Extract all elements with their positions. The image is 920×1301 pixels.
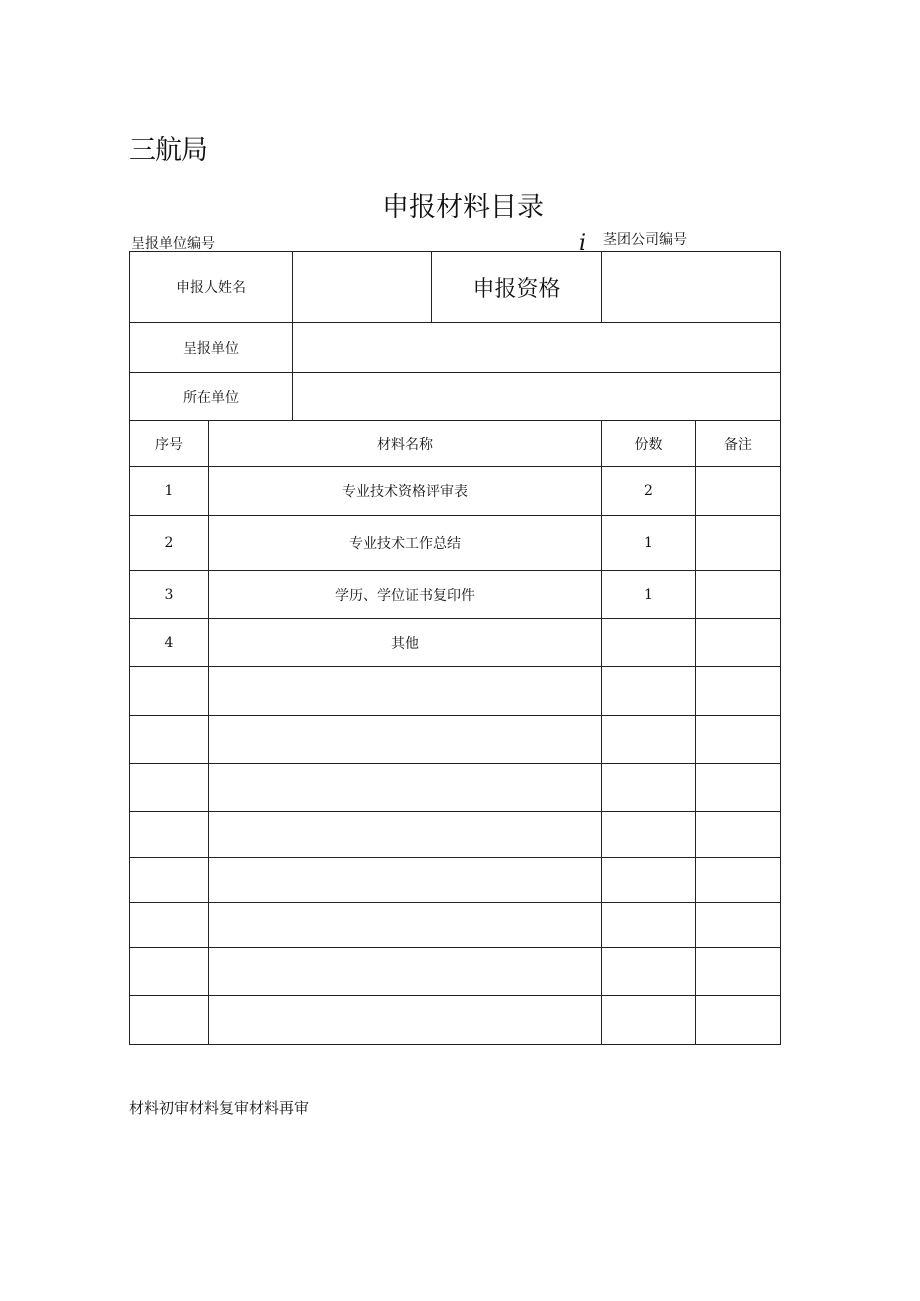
- table-row: [130, 948, 781, 996]
- submitting-unit-field[interactable]: [293, 323, 781, 373]
- row-copies[interactable]: [602, 716, 696, 764]
- row-index[interactable]: [130, 764, 209, 812]
- row-index[interactable]: [130, 812, 209, 858]
- row-remarks[interactable]: [696, 764, 781, 812]
- submitting-unit-code-label: 呈报单位编号: [131, 236, 215, 249]
- table-row: [130, 903, 781, 948]
- materials-table: [129, 420, 781, 1045]
- row-index[interactable]: [130, 948, 209, 996]
- document-title: 申报材料目录: [382, 192, 544, 223]
- row-index[interactable]: [130, 716, 209, 764]
- table-row: [130, 571, 781, 619]
- row-copies[interactable]: [602, 903, 696, 948]
- table-row: [130, 764, 781, 812]
- row-remarks[interactable]: [696, 619, 781, 667]
- row-copies: 1: [602, 516, 696, 571]
- row-remarks[interactable]: [696, 571, 781, 619]
- stray-mark: i: [579, 231, 587, 256]
- table-row: [130, 716, 781, 764]
- row-copies: 1: [602, 571, 696, 619]
- row-remarks[interactable]: [696, 812, 781, 858]
- applicant-name-label: 申报人姓名: [130, 252, 293, 323]
- row-copies[interactable]: [602, 996, 696, 1045]
- table-row: [130, 667, 781, 716]
- row-material-name: 其他: [209, 619, 602, 667]
- row-remarks[interactable]: [696, 996, 781, 1045]
- organization-name: 三航局: [129, 135, 207, 166]
- row-material-name[interactable]: [209, 716, 602, 764]
- row-index[interactable]: [130, 667, 209, 716]
- row-index: 1: [130, 467, 209, 516]
- table-row: [130, 516, 781, 571]
- column-header-index: 序号: [130, 421, 209, 467]
- submitting-unit-label: 呈报单位: [130, 323, 293, 373]
- row-material-name[interactable]: [209, 996, 602, 1045]
- row-material-name: 专业技术资格评审表: [209, 467, 602, 516]
- row-remarks[interactable]: [696, 667, 781, 716]
- row-material-name: 学历、学位证书复印件: [209, 571, 602, 619]
- row-remarks[interactable]: [696, 516, 781, 571]
- table-row: [130, 996, 781, 1045]
- row-remarks[interactable]: [696, 858, 781, 903]
- row-index[interactable]: [130, 903, 209, 948]
- table-row: [130, 812, 781, 858]
- qualification-field[interactable]: [602, 252, 781, 323]
- row-copies[interactable]: [602, 667, 696, 716]
- row-copies[interactable]: [602, 858, 696, 903]
- applicant-info-table: [129, 251, 781, 421]
- table-row: [130, 858, 781, 903]
- located-unit-field[interactable]: [293, 373, 781, 421]
- row-material-name[interactable]: [209, 858, 602, 903]
- row-copies[interactable]: [602, 812, 696, 858]
- row-remarks[interactable]: [696, 948, 781, 996]
- row-material-name[interactable]: [209, 812, 602, 858]
- row-remarks[interactable]: [696, 903, 781, 948]
- row-index: 2: [130, 516, 209, 571]
- row-material-name[interactable]: [209, 764, 602, 812]
- table-row: [130, 467, 781, 516]
- located-unit-label: 所在单位: [130, 373, 293, 421]
- materials-header-row: [130, 421, 781, 467]
- row-index: 4: [130, 619, 209, 667]
- row-copies[interactable]: [602, 764, 696, 812]
- row-material-name[interactable]: [209, 903, 602, 948]
- qualification-label: 申报资格: [432, 252, 602, 323]
- row-index[interactable]: [130, 858, 209, 903]
- row-index: 3: [130, 571, 209, 619]
- row-copies[interactable]: [602, 948, 696, 996]
- review-stages: 材料初审材料复审材料再审: [129, 1099, 310, 1117]
- column-header-name: 材料名称: [209, 421, 602, 467]
- row-remarks[interactable]: [696, 716, 781, 764]
- row-index[interactable]: [130, 996, 209, 1045]
- row-material-name[interactable]: [209, 948, 602, 996]
- row-copies: 2: [602, 467, 696, 516]
- row-material-name[interactable]: [209, 667, 602, 716]
- row-copies[interactable]: [602, 619, 696, 667]
- group-company-code-label: 茎团公司编号: [603, 232, 687, 248]
- row-material-name: 专业技术工作总结: [209, 516, 602, 571]
- applicant-name-field[interactable]: [293, 252, 432, 323]
- table-row: [130, 619, 781, 667]
- column-header-remarks: 备注: [696, 421, 781, 467]
- row-remarks[interactable]: [696, 467, 781, 516]
- column-header-copies: 份数: [602, 421, 696, 467]
